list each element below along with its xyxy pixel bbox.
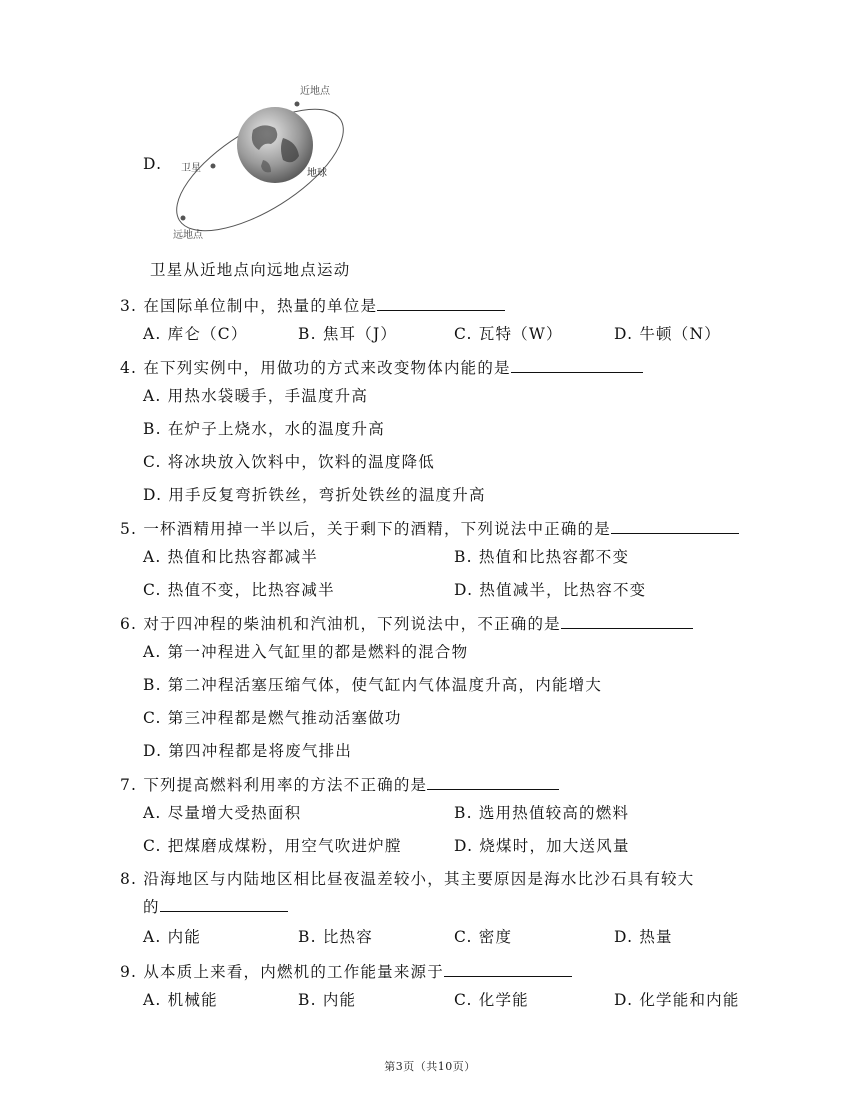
q5-option-b: B. 热值和比热容都不变 bbox=[454, 548, 630, 566]
q8-option-b: B. 比热容 bbox=[298, 928, 373, 946]
answer-blank bbox=[561, 614, 693, 629]
answer-blank bbox=[444, 962, 572, 977]
perigee-label: 近地点 bbox=[300, 86, 330, 97]
apogee-dot bbox=[181, 216, 186, 221]
q5-option-d: D. 热值减半，比热容不变 bbox=[454, 581, 647, 599]
q6-option-a: A. 第一冲程进入气缸里的都是燃料的混合物 bbox=[143, 643, 469, 661]
apogee-label: 远地点 bbox=[173, 230, 203, 241]
q8-option-c: C. 密度 bbox=[454, 928, 513, 946]
question-5-stem: 5. 一杯酒精用掉一半以后，关于剩下的酒精，下列说法中正确的是 bbox=[120, 517, 739, 539]
answer-blank bbox=[611, 519, 739, 534]
q7-option-a: A. 尽量增大受热面积 bbox=[143, 804, 302, 822]
answer-blank bbox=[160, 897, 288, 912]
satellite-label: 卫星 bbox=[181, 163, 201, 174]
question-7-stem: 7. 下列提高燃料利用率的方法不正确的是 bbox=[120, 773, 559, 795]
q3-option-c: C. 瓦特（W） bbox=[454, 325, 563, 343]
earth-globe bbox=[237, 107, 313, 183]
q5-option-a: A. 热值和比热容都减半 bbox=[143, 548, 318, 566]
q9-option-d: D. 化学能和内能 bbox=[614, 991, 740, 1009]
question-8-stem-cont: 的 bbox=[143, 895, 288, 917]
question-6-stem: 6. 对于四冲程的柴油机和汽油机，下列说法中，不正确的是 bbox=[120, 612, 693, 634]
q4-option-a: A. 用热水袋暖手，手温度升高 bbox=[143, 387, 369, 405]
q3-option-d: D. 牛顿（N） bbox=[614, 325, 721, 343]
q6-option-b: B. 第二冲程活塞压缩气体，使气缸内气体温度升高，内能增大 bbox=[143, 676, 603, 694]
q9-option-c: C. 化学能 bbox=[454, 991, 529, 1009]
question-3-stem: 3. 在国际单位制中，热量的单位是 bbox=[120, 294, 505, 316]
q9-option-b: B. 内能 bbox=[298, 991, 357, 1009]
q5-option-c: C. 热值不变，比热容减半 bbox=[143, 581, 335, 599]
figure-caption: 卫星从近地点向远地点运动 bbox=[150, 261, 351, 279]
satellite-orbit-figure bbox=[165, 78, 350, 246]
question-4-stem: 4. 在下列实例中，用做功的方式来改变物体内能的是 bbox=[120, 356, 643, 378]
q8-option-a: A. 内能 bbox=[143, 928, 202, 946]
q7-option-b: B. 选用热值较高的燃料 bbox=[454, 804, 630, 822]
q3-option-a: A. 库仑（C） bbox=[143, 325, 248, 343]
answer-blank bbox=[511, 358, 643, 373]
q7-option-c: C. 把煤磨成煤粉，用空气吹进炉膛 bbox=[143, 837, 402, 855]
q4-option-c: C. 将冰块放入饮料中，饮料的温度降低 bbox=[143, 453, 435, 471]
satellite-dot bbox=[211, 164, 216, 169]
answer-blank bbox=[377, 296, 505, 311]
q6-option-c: C. 第三冲程都是燃气推动活塞做功 bbox=[143, 709, 402, 727]
q4-option-d: D. 用手反复弯折铁丝，弯折处铁丝的温度升高 bbox=[143, 486, 486, 504]
q6-option-d: D. 第四冲程都是将废气排出 bbox=[143, 742, 353, 760]
earth-label: 地球 bbox=[307, 168, 327, 179]
answer-blank bbox=[427, 775, 559, 790]
q3-option-b: B. 焦耳（J） bbox=[298, 325, 398, 343]
figure-option-label: D. bbox=[143, 155, 163, 173]
q8-option-d: D. 热量 bbox=[614, 928, 673, 946]
q7-option-d: D. 烧煤时，加大送风量 bbox=[454, 837, 630, 855]
q4-option-b: B. 在炉子上烧水，水的温度升高 bbox=[143, 420, 385, 438]
question-9-stem: 9. 从本质上来看，内燃机的工作能量来源于 bbox=[120, 960, 572, 982]
question-8-stem: 8. 沿海地区与内陆地区相比昼夜温差较小，其主要原因是海水比沙石具有较大 bbox=[120, 870, 695, 888]
q9-option-a: A. 机械能 bbox=[143, 991, 218, 1009]
perigee-dot bbox=[295, 102, 300, 107]
page-footer: 第3页（共10页） bbox=[384, 1060, 476, 1073]
